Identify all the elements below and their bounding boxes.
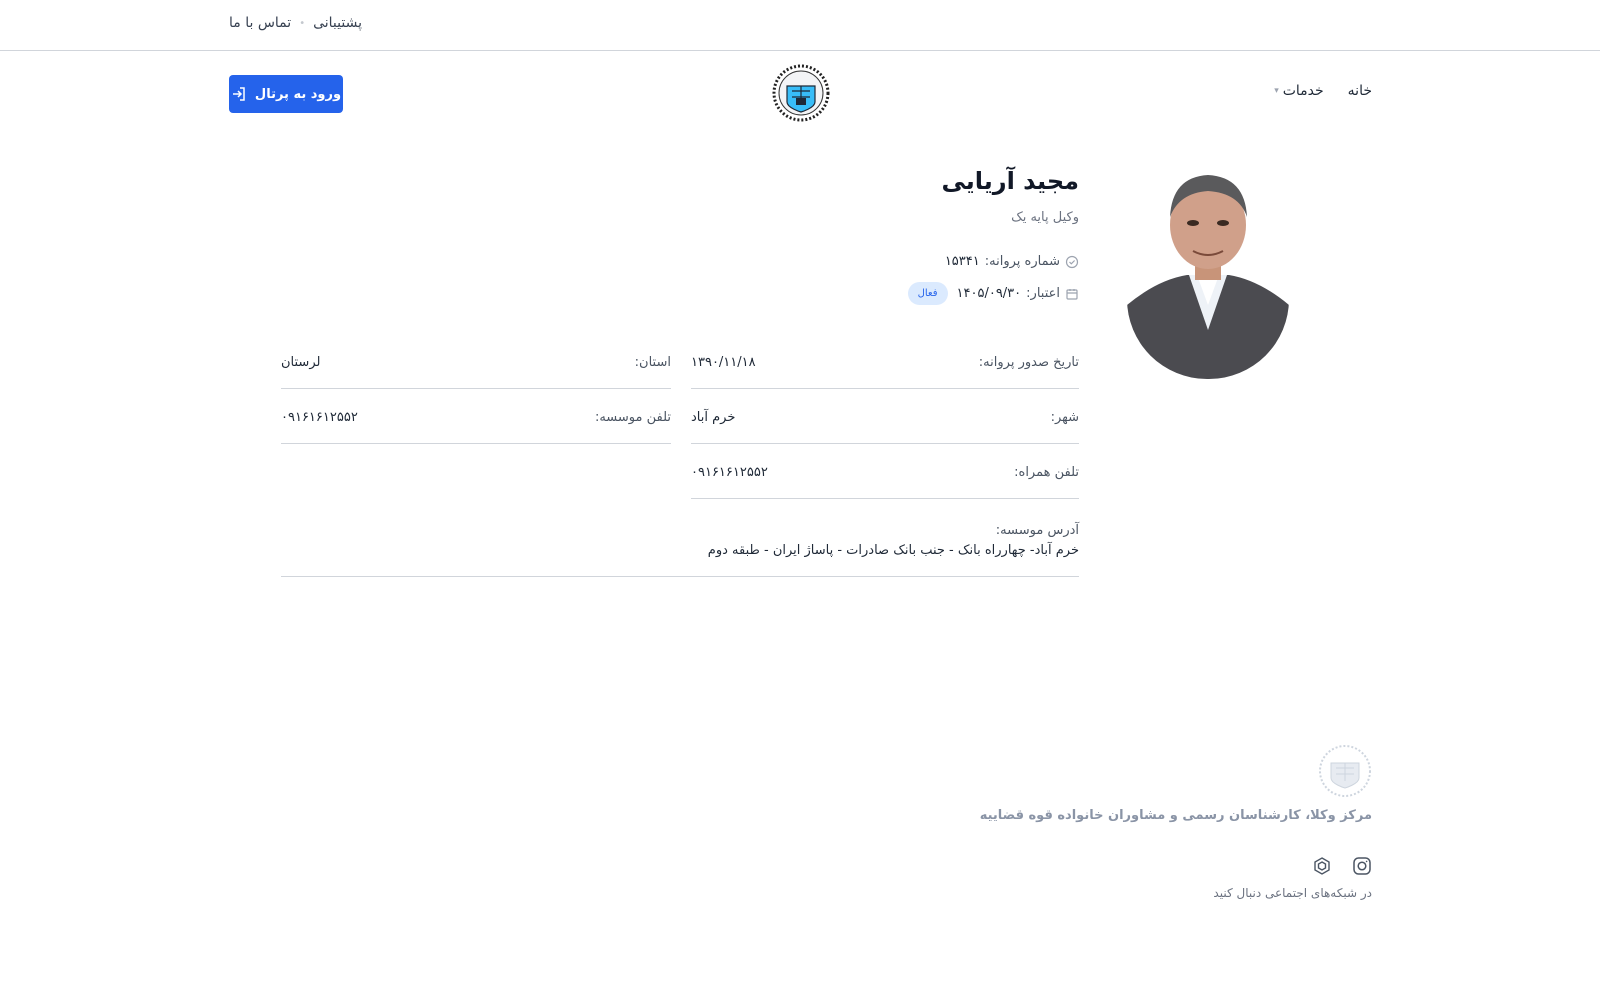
support-link[interactable]: پشتیبانی bbox=[313, 15, 362, 31]
check-circle-icon bbox=[1065, 255, 1079, 269]
top-bar bbox=[0, 0, 1600, 51]
portal-login-label: ورود به پرتال bbox=[254, 86, 342, 102]
social-links bbox=[1312, 856, 1372, 876]
login-icon bbox=[231, 86, 247, 102]
footer-logo bbox=[1318, 744, 1372, 798]
follow-social-text: در شبکه‌های اجتماعی دنبال کنید bbox=[1213, 886, 1372, 900]
lawyer-name: مجید آریایی bbox=[941, 167, 1079, 195]
judiciary-logo[interactable] bbox=[772, 64, 830, 122]
license-value: ۱۵۳۴۱ bbox=[944, 254, 980, 269]
footer-org-name: مرکز وکلا، کارشناسان رسمی و مشاوران خانواده قوه قضاییه bbox=[979, 808, 1372, 823]
mobile-value: ۰۹۱۶۱۶۱۲۵۵۲ bbox=[691, 465, 768, 480]
city-label: شهر: bbox=[1050, 410, 1079, 425]
top-links bbox=[229, 15, 362, 31]
mobile-label: تلفن همراه: bbox=[1014, 465, 1079, 480]
validity-value: ۱۴۰۵/۰۹/۳۰ bbox=[956, 286, 1022, 301]
province-label: استان: bbox=[634, 355, 671, 370]
mobile-field bbox=[691, 455, 1079, 499]
address-label: آدرس موسسه: bbox=[995, 523, 1079, 538]
issue-date-value: ۱۳۹۰/۱۱/۱۸ bbox=[691, 355, 756, 370]
main-header bbox=[0, 51, 1600, 139]
address-field bbox=[281, 523, 1079, 577]
issue-date-field bbox=[691, 345, 1079, 389]
lawyer-photo bbox=[1127, 155, 1289, 379]
license-label: شماره پروانه: bbox=[984, 254, 1060, 269]
contact-link[interactable]: تماس با ما bbox=[229, 15, 292, 31]
validity-label: اعتبار: bbox=[1026, 286, 1060, 301]
validity-row bbox=[908, 282, 1079, 305]
portal-login-button[interactable] bbox=[229, 75, 343, 113]
city-value: خرم آباد bbox=[691, 410, 736, 425]
nav-home[interactable]: خانه bbox=[1347, 83, 1372, 99]
status-badge: فعال bbox=[908, 282, 948, 305]
main-nav bbox=[1274, 83, 1372, 99]
office-phone-value: ۰۹۱۶۱۶۱۲۵۵۲ bbox=[281, 410, 358, 425]
address-value: خرم آباد- چهارراه بانک - جنب بانک صادرات - پاساژ ایران - طبقه دوم bbox=[707, 543, 1079, 558]
nav-services-label: خدمات bbox=[1282, 83, 1324, 99]
calendar-icon bbox=[1065, 287, 1079, 301]
province-field bbox=[281, 345, 671, 389]
office-phone-label: تلفن موسسه: bbox=[594, 410, 671, 425]
instagram-icon[interactable] bbox=[1352, 856, 1372, 876]
office-phone-field bbox=[281, 400, 671, 444]
province-value: لرستان bbox=[281, 355, 321, 370]
city-field bbox=[691, 400, 1079, 444]
nav-services[interactable] bbox=[1274, 83, 1323, 99]
rubika-icon[interactable] bbox=[1312, 856, 1332, 876]
license-row bbox=[945, 254, 1079, 269]
lawyer-rank: وکیل پایه یک bbox=[1011, 210, 1079, 225]
separator-dot: • bbox=[299, 17, 306, 29]
issue-date-label: تاریخ صدور پروانه: bbox=[978, 355, 1079, 370]
chevron-down-icon: ▾ bbox=[1274, 86, 1279, 96]
